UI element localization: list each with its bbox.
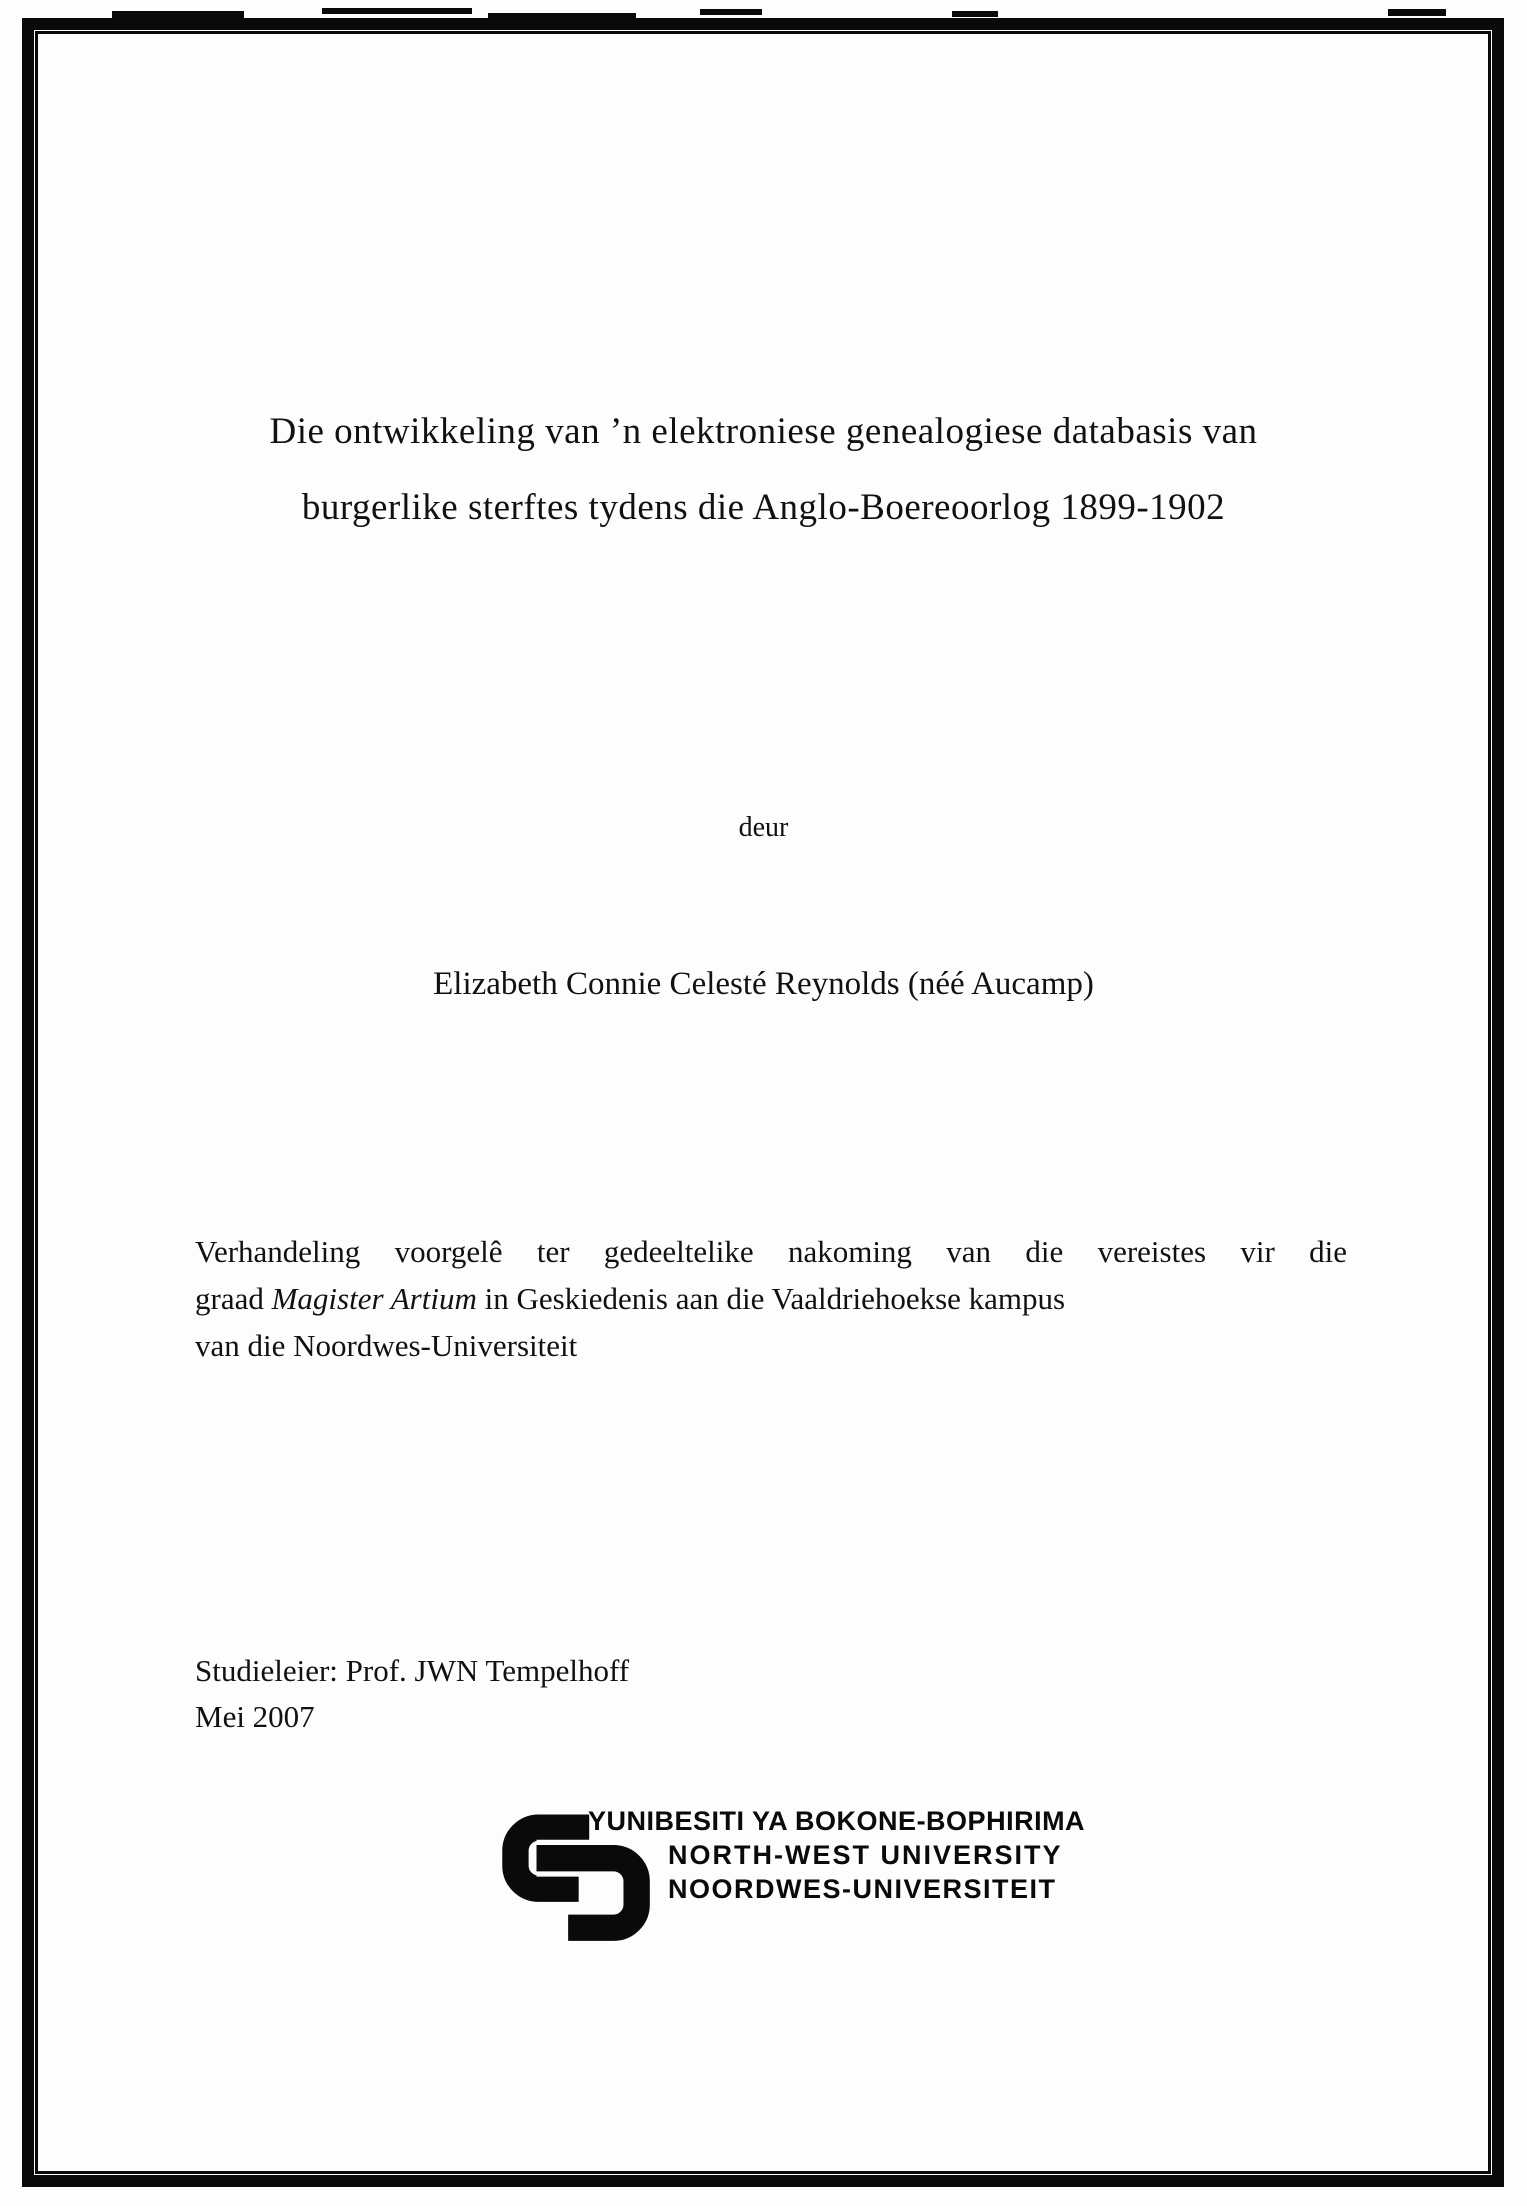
declaration-line2: [195, 1275, 1347, 1322]
degree-name-italic: Magister Artium: [271, 1281, 477, 1316]
scan-artifact-mark: [700, 9, 762, 15]
thesis-title: [80, 394, 1447, 546]
degree-declaration: [195, 1228, 1347, 1369]
declaration-line2-pre: graad: [195, 1281, 272, 1316]
thesis-title-line2: burgerlike sterftes tydens die Anglo-Boereoorlog 1899-1902: [301, 487, 1226, 528]
scan-artifact-mark: [112, 11, 244, 18]
supervisor-block: [195, 1648, 629, 1740]
logo-line-afrikaans: NOORDWES-UNIVERSITEIT: [668, 1874, 1057, 1904]
scan-artifact-mark: [952, 11, 998, 17]
nwu-logo: [468, 1796, 1148, 1956]
logo-line-setswana: YUNIBESITI YA BOKONE-BOPHIRIMA: [588, 1806, 1086, 1836]
scan-artifact-mark: [1388, 9, 1446, 16]
declaration-line1: Verhandeling voorgelê ter gedeeltelike nakoming van die vereistes vir die: [195, 1234, 1347, 1269]
scan-artifact-mark: [322, 8, 472, 14]
supervisor-line: Studieleier: Prof. JWN Tempelhoff: [195, 1653, 630, 1688]
logo-line-english: NORTH-WEST UNIVERSITY: [668, 1840, 1063, 1870]
declaration-line2-post: in Geskiedenis aan die Vaaldriehoekse kampus: [476, 1281, 1066, 1316]
byline-label: deur: [738, 812, 789, 843]
declaration-line3: van die Noordwes-Universiteit: [195, 1328, 578, 1363]
date-line: Mei 2007: [195, 1699, 315, 1734]
thesis-title-line1: Die ontwikkeling van ’n elektroniese genealogiese databasis van: [269, 411, 1258, 452]
nwu-logo-wordmark: [468, 1804, 1085, 1906]
author-name: Elizabeth Connie Celesté Reynolds (néé Aucamp): [433, 966, 1094, 1002]
